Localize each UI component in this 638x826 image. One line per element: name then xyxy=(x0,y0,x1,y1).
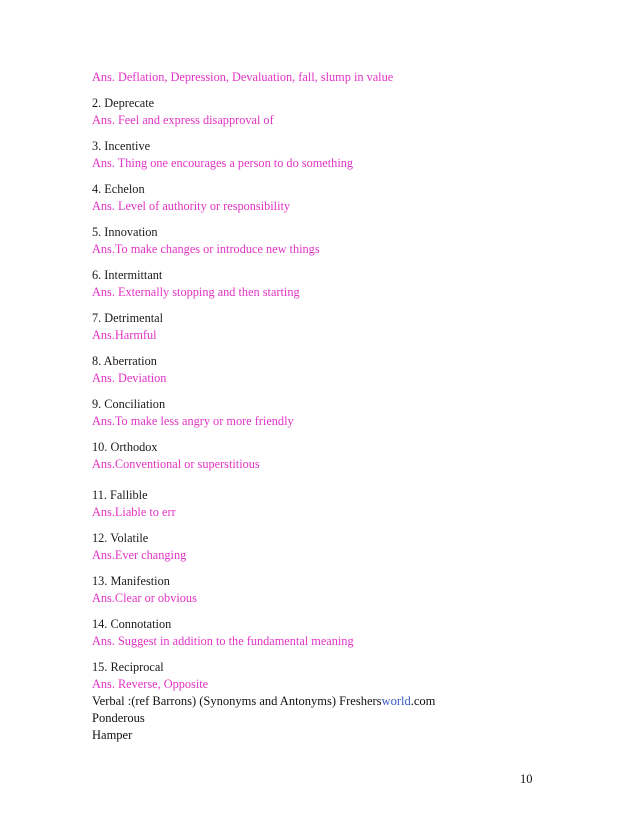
answer-text: Ans. Deviation xyxy=(92,371,167,385)
answer-text: Ans.Clear or obvious xyxy=(92,591,197,605)
answer-text: Ans. Deflation, Depression, Devaluation, fall, slump in value xyxy=(92,70,394,84)
answer-text: Ans. Thing one encourages a person to do something xyxy=(92,156,354,170)
question-text: 10. Orthodox xyxy=(92,440,158,454)
entry xyxy=(92,267,532,301)
entry xyxy=(92,353,532,387)
entry xyxy=(92,224,532,258)
question-text: 5. Innovation xyxy=(92,225,158,239)
question-text: 2. Deprecate xyxy=(92,96,155,110)
entry xyxy=(92,181,532,215)
entry xyxy=(92,487,532,521)
answer-text: Ans.Conventional or superstitious xyxy=(92,457,260,471)
answer-text: Ans. Externally stopping and then starting xyxy=(92,285,300,299)
section-header xyxy=(92,693,532,710)
vocabulary-word: Hamper xyxy=(92,728,133,742)
entry xyxy=(92,138,532,172)
question-text: 15. Reciprocal xyxy=(92,660,164,674)
page-number: 10 xyxy=(520,772,533,786)
entry xyxy=(92,659,532,693)
question-text: 11. Fallible xyxy=(92,488,148,502)
question-text: 8. Aberration xyxy=(92,354,157,368)
entry xyxy=(92,396,532,430)
entry xyxy=(92,530,532,564)
entry xyxy=(92,439,532,473)
question-text: 6. Intermittant xyxy=(92,268,163,282)
answer-text: Ans. Feel and express disapproval of xyxy=(92,113,274,127)
question-text: 12. Volatile xyxy=(92,531,149,545)
answer-text: Ans.To make less angry or more friendly xyxy=(92,414,294,428)
question-text: 14. Connotation xyxy=(92,617,172,631)
answer-text: Ans.Ever changing xyxy=(92,548,187,562)
question-text: 4. Echelon xyxy=(92,182,145,196)
entry xyxy=(92,95,532,129)
question-text: 13. Manifestion xyxy=(92,574,170,588)
answer-text: Ans. Reverse, Opposite xyxy=(92,677,209,691)
brand-highlight: world xyxy=(381,694,411,708)
answer-text: Ans. Level of authority or responsibility xyxy=(92,199,291,213)
vocabulary-word: Ponderous xyxy=(92,711,145,725)
header-prefix: Verbal :(ref Barrons) (Synonyms and Antonyms) Freshers xyxy=(92,694,382,708)
answer-text: Ans.To make changes or introduce new things xyxy=(92,242,320,256)
vocabulary-list xyxy=(92,69,532,744)
question-text: 7. Detrimental xyxy=(92,311,164,325)
entry xyxy=(92,310,532,344)
answer-text: Ans.Liable to err xyxy=(92,505,176,519)
answer-text: Ans.Harmful xyxy=(92,328,157,342)
question-text: 3. Incentive xyxy=(92,139,151,153)
entry xyxy=(92,616,532,650)
entry xyxy=(92,573,532,607)
header-suffix: .com xyxy=(410,694,436,708)
answer-text: Ans. Suggest in addition to the fundamental meaning xyxy=(92,634,354,648)
question-text: 9. Conciliation xyxy=(92,397,166,411)
